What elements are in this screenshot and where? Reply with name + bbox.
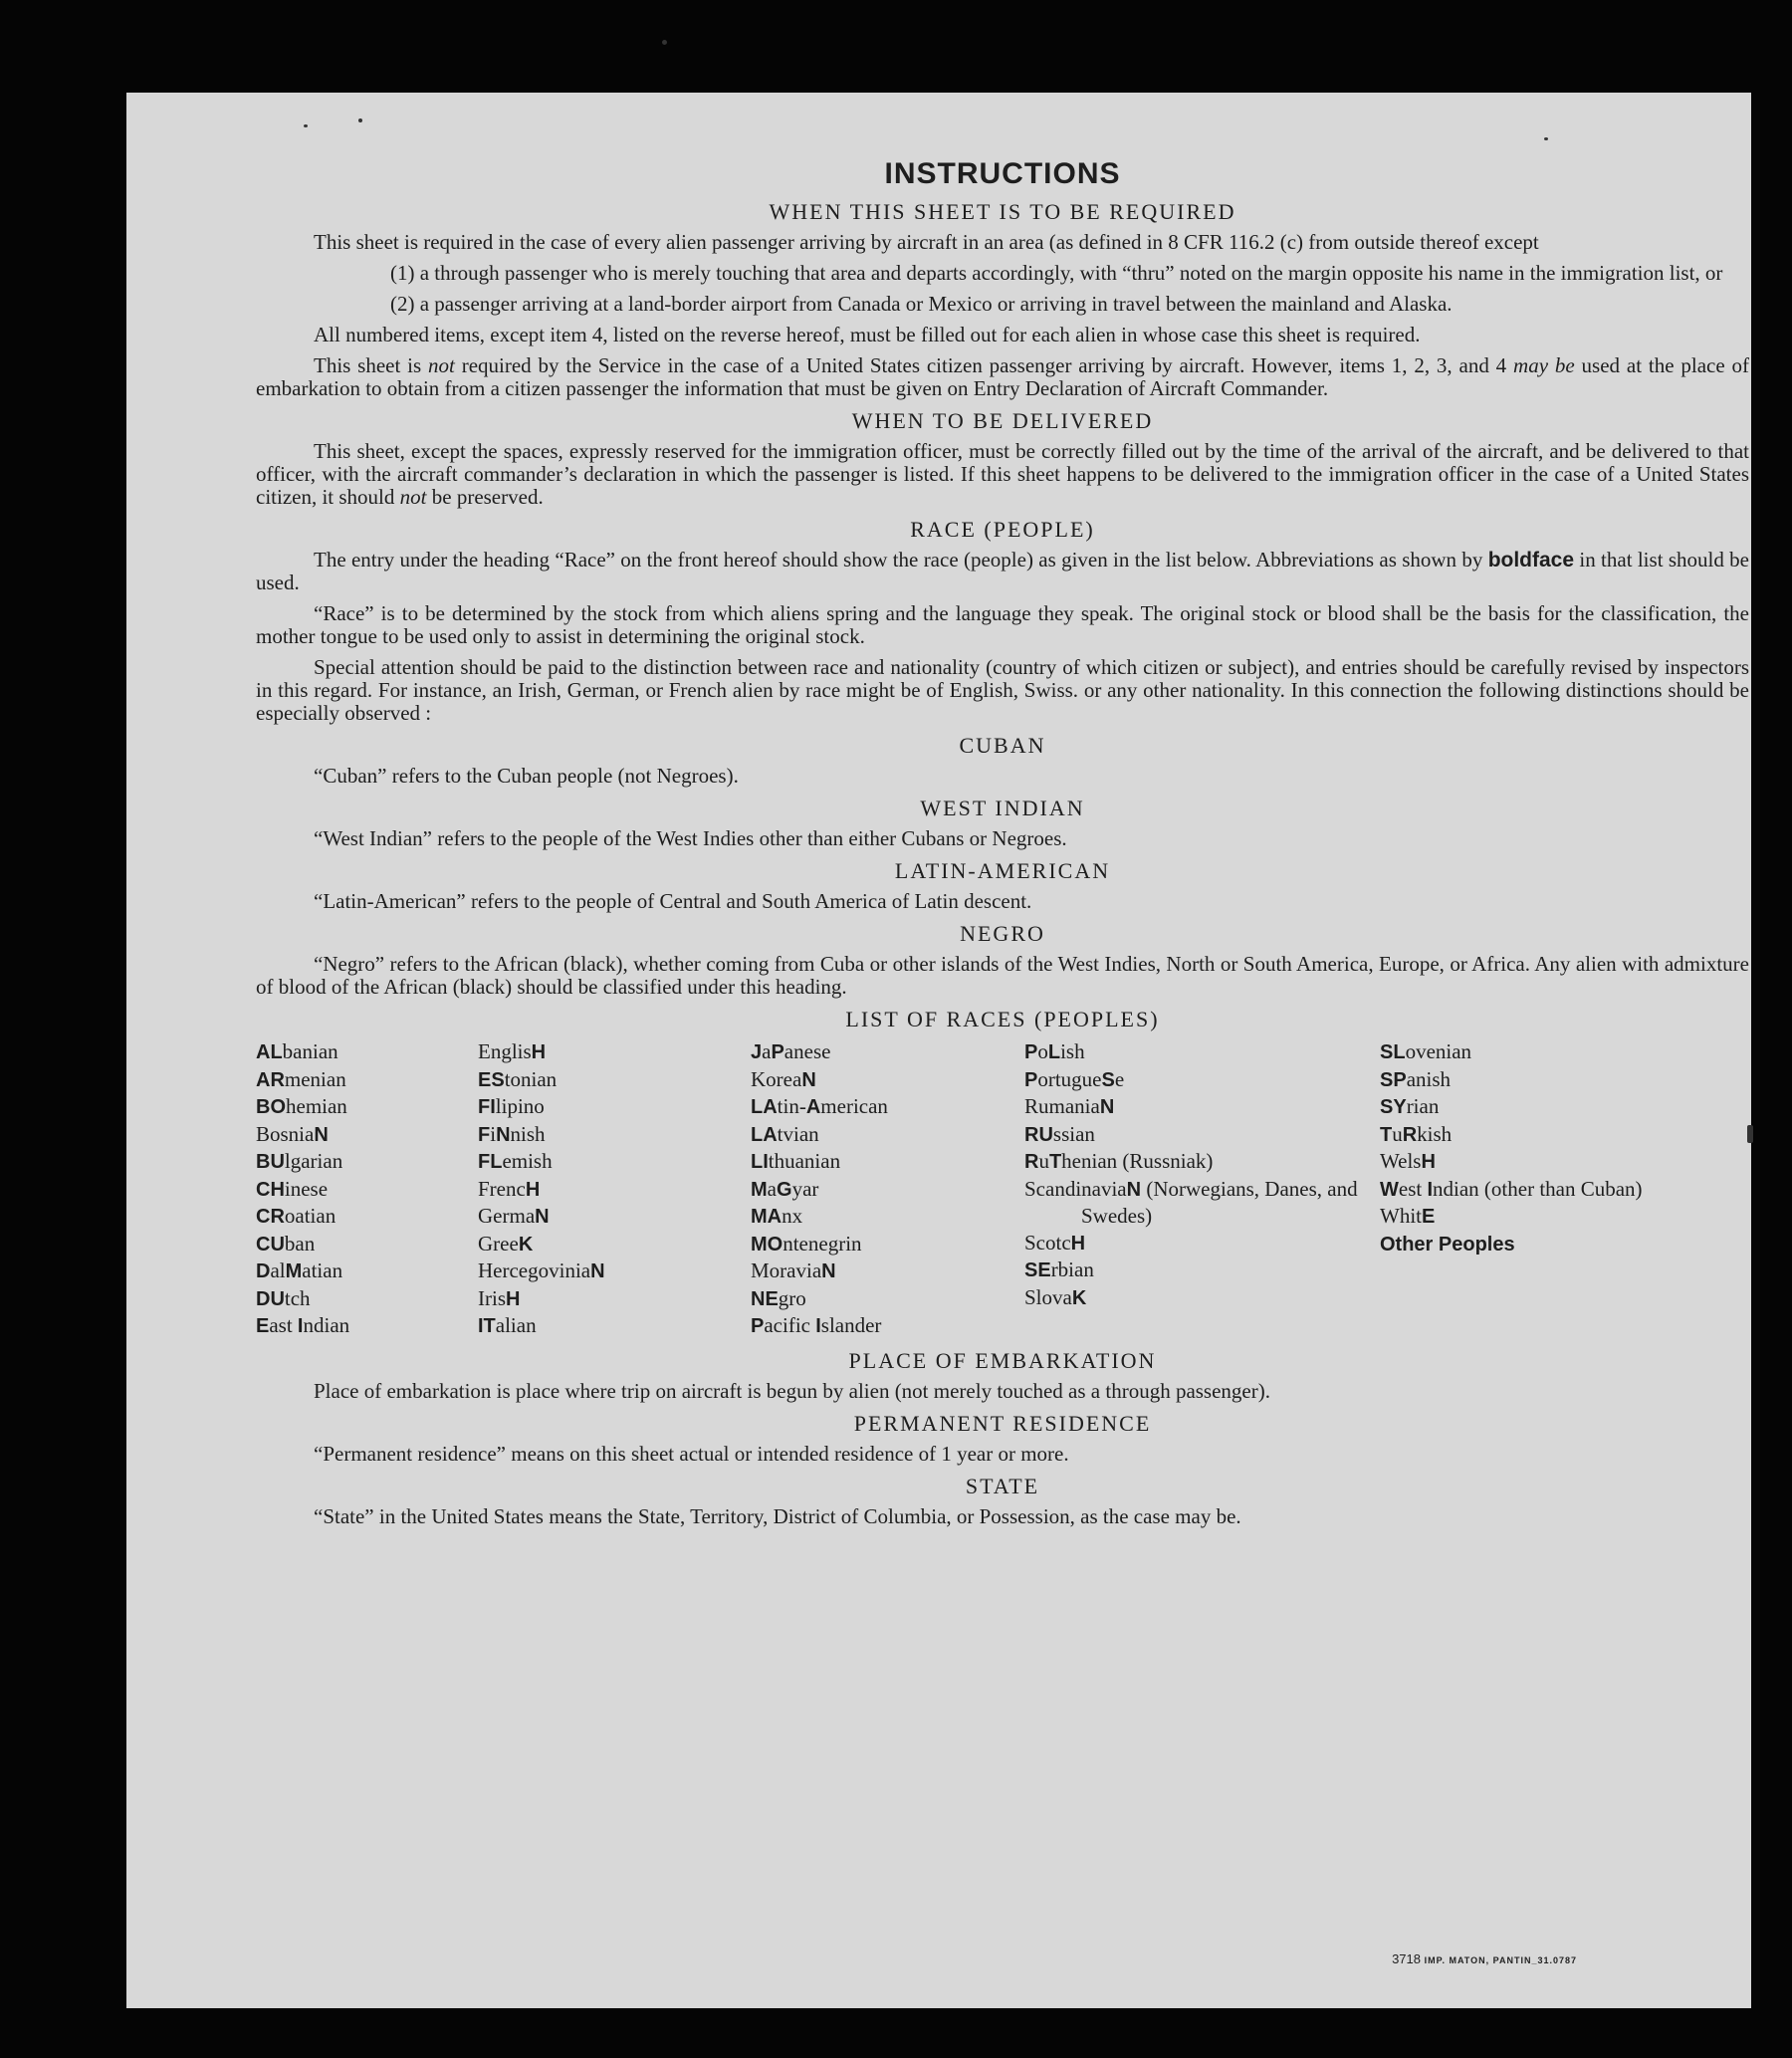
scan-speck [358,118,362,122]
races-column [1380,1038,1749,1340]
race-abbreviation: MA [751,1206,783,1228]
race-entry [1024,1148,1380,1176]
race-abbreviation: CH [256,1178,285,1201]
race-abbreviation: N [801,1068,816,1091]
citizen-text-not: not [428,353,455,377]
races-column [751,1038,1024,1340]
scan-speck [304,124,308,127]
race-text: ndian (other than Cuban) [1433,1176,1643,1201]
race-abbreviation: M [285,1260,303,1282]
negro-text: “Negro” refers to the African (black), whether coming from Cuba or other islands of the West Indies, North or South America, Europe, or Africa. Any alien with admixture of blood of the African (black) should be classified under this heading. [256,952,1749,999]
race-abbreviation: J [751,1041,763,1063]
race-text: gro [778,1285,806,1310]
heading-west-indian: WEST INDIAN [920,796,1085,820]
race-abbreviation: Other Peoples [1380,1233,1515,1256]
race-text: lgarian [284,1149,343,1173]
race-text: henian (Russniak) [1061,1149,1214,1173]
race-entry [1380,1038,1749,1066]
race-abbreviation: AR [256,1068,285,1091]
delivered-paragraph [256,440,1749,509]
race-abbreviation: H [1421,1151,1436,1173]
race-entry [478,1038,751,1066]
form-number: 3718 [1392,1951,1421,1966]
race-abbreviation: K [1071,1286,1087,1309]
race-abbreviation: SL [1380,1041,1406,1063]
race-abbreviation: BO [256,1096,286,1118]
state-text: “State” in the United States means the State, Territory, District of Columbia, or Possession, as the case may be. [314,1503,1241,1528]
race-entry [478,1258,751,1285]
race-entry [751,1203,1024,1231]
race-entry [478,1231,751,1258]
race-text: lipino [495,1094,545,1118]
printer-imprint: IMP. MATON, PANTIN_31.0787 [1424,1955,1577,1965]
scan-speck [662,40,667,45]
race-abbreviation: SE [1024,1259,1051,1281]
race-entry [256,1312,478,1340]
citizen-text-b: required by the Service in the case of a United States citizen passenger arriving by aircraft. However, items 1, 2, 3, and 4 [454,353,1514,377]
race-entry [751,1093,1024,1121]
race-entry [1024,1093,1380,1121]
race-abbreviation: CU [256,1233,285,1256]
place-of-embarkation-text: Place of embarkation is place where trip on aircraft is begun by alien (not merely touched as a through passenger). [314,1378,1270,1403]
cuban-text: “Cuban” refers to the Cuban people (not Negroes). [314,764,739,788]
race-text: slander [820,1313,882,1337]
race-entry [1380,1066,1749,1094]
race-abbreviation: RU [1024,1123,1053,1146]
race-entry [256,1258,478,1285]
races-list [256,1038,1749,1340]
race-text: thuanian [768,1149,841,1173]
race-entry [751,1258,1024,1285]
race-abbreviation: I [297,1315,304,1337]
race-paragraph-1 [256,549,1749,594]
race-text: Germa [478,1204,536,1228]
west-indian-text: “West Indian” refers to the people of the West Indies other than either Cubans or Negroes. [314,826,1067,850]
document-content [256,157,1749,1536]
race-paragraph-2: “Race” is to be determined by the stock from which aliens spring and the language they speak. The original stock or blood shall be the basis for the classification, the mother tongue to be used only to assist in determining the original stock. [256,601,1749,648]
race-text: tonian [504,1066,558,1091]
race-entry [256,1148,478,1176]
race-text: tch [284,1285,311,1310]
race-abbreviation: IT [478,1315,496,1337]
race-abbreviation: S [1101,1068,1115,1091]
race-abbreviation: H [525,1178,541,1201]
race-text: a [762,1039,772,1063]
race-text: o [1037,1039,1048,1063]
race-text: Hercegovinia [478,1258,591,1282]
race-text: ban [284,1231,316,1256]
race-abbreviation: LA [751,1096,778,1118]
race-entry [1024,1284,1380,1312]
race-abbreviation: H [506,1287,521,1310]
heading-race: RACE (PEOPLE) [910,517,1095,542]
race-entry [1024,1176,1380,1230]
race-text: atian [302,1258,343,1282]
race-abbreviation: I [1427,1178,1434,1201]
race-text: ovenian [1405,1039,1472,1063]
race-entry [751,1285,1024,1313]
race-text: merican [820,1094,888,1118]
printer-footer [1392,1951,1577,1966]
race-text: Scandinavia [1024,1176,1127,1201]
heading-permanent-residence: PERMANENT RESIDENCE [853,1410,1152,1436]
heading-when-required: WHEN THIS SHEET IS TO BE REQUIRED [769,199,1236,224]
delivered-text-b: be preserved. [426,485,544,509]
race-text: Rumania [1024,1094,1100,1118]
race-text: inese [284,1176,329,1201]
race-abbreviation: W [1380,1178,1399,1201]
race-entry [1380,1093,1749,1121]
race-abbreviation: E [256,1315,270,1337]
race-abbreviation: I [815,1315,821,1337]
race-abbreviation: K [518,1233,534,1256]
race-text: rbian [1050,1258,1094,1281]
race-text: acific [764,1313,816,1337]
race-abbreviation: H [1070,1232,1086,1255]
race-entry [751,1231,1024,1258]
delivered-text-not: not [399,485,427,509]
race-text: kish [1417,1121,1453,1146]
race-entry [1024,1257,1380,1284]
heading-list-of-races: LIST OF RACES (PEOPLES) [845,1007,1160,1031]
race-entry [751,1176,1024,1204]
delivered-text-a: This sheet, except the spaces, expressly reserved for the immigration officer, must be correctly filled out by the time of the arrival of the aircraft, and be delivered to that officer, with the aircraft commander’s declaration in which the passenger is listed. If this sheet happens to be delivered to the immigration officer in the case of a United States citizen, it should [256,439,1749,509]
citizen-paragraph [256,354,1749,400]
race-abbreviation: N [590,1260,605,1282]
race-entry [256,1176,478,1204]
heading-state: STATE [965,1473,1040,1498]
race-text: tvian [777,1121,819,1146]
permanent-residence-text: “Permanent residence” means on this sheet actual or intended residence of 1 year or more. [314,1441,1069,1466]
race-entry [751,1312,1024,1340]
race-entry [1024,1066,1380,1094]
race-entry [1380,1148,1749,1176]
race-abbreviation: CR [256,1206,285,1228]
race-abbreviation: P [1024,1068,1038,1091]
race-text-boldface: boldface [1487,549,1575,572]
race-entry [478,1285,751,1313]
race-abbreviation: ES [478,1068,505,1091]
race-entry [478,1176,751,1204]
race-text: Gree [478,1231,519,1256]
races-column [478,1038,751,1340]
race-entry [751,1121,1024,1149]
race-text-b: in that list should be used. [256,548,1750,594]
race-text: ndian [303,1313,350,1337]
race-text: nish [510,1121,546,1146]
scan-speck [1544,137,1548,140]
latin-american-text: “Latin-American” refers to the people of Central and South America of Latin descent. [314,889,1032,913]
race-text: ast [269,1313,298,1337]
race-text: Slova [1024,1284,1072,1309]
race-text: oatian [284,1204,336,1228]
exception-item-2: (2) a passenger arriving at a land-border airport from Canada or Mexico or arriving in travel between the mainland and Alaska. [390,292,1453,316]
race-text: Scotc [1024,1230,1071,1255]
citizen-text-may-be: may be [1513,353,1575,377]
race-text: a [767,1176,777,1201]
race-abbreviation: MO [751,1233,784,1256]
heading-negro: NEGRO [960,921,1045,946]
heading-place-of-embarkation: PLACE OF EMBARKATION [848,1347,1157,1373]
when-required-paragraph: This sheet is required in the case of every alien passenger arriving by aircraft in an area (as defined in 8 CFR 116.2 (c) from outside thereof except [314,230,1539,254]
race-abbreviation: NE [751,1287,779,1310]
race-entry [256,1231,478,1258]
race-entry [478,1093,751,1121]
race-abbreviation: BU [256,1151,285,1173]
race-text: anese [784,1039,831,1063]
race-entry [1380,1176,1749,1204]
race-entry [751,1038,1024,1066]
races-column [256,1038,478,1340]
race-text: i [490,1121,497,1146]
race-abbreviation: G [777,1178,792,1201]
race-abbreviation: P [771,1041,784,1063]
race-text: Moravia [751,1258,822,1282]
race-text: nx [782,1204,803,1228]
race-text: Wels [1380,1149,1422,1173]
race-abbreviation: T [1048,1151,1062,1173]
heading-when-delivered: WHEN TO BE DELIVERED [851,408,1154,433]
race-abbreviation: LI [751,1151,769,1173]
race-text: menian [284,1066,346,1091]
race-entry [256,1121,478,1149]
race-abbreviation: FI [478,1096,496,1118]
numbered-items-paragraph: All numbered items, except item 4, listed on the reverse hereof, must be filled out for each alien in whose case this sheet is required. [314,323,1421,346]
race-entry [478,1066,751,1094]
race-abbreviation: FL [478,1151,503,1173]
race-abbreviation: LA [751,1123,778,1146]
page-title: INSTRUCTIONS [884,157,1121,190]
race-text: est [1398,1176,1428,1201]
race-text: ntenegrin [783,1231,862,1256]
race-text: Bosnia [256,1121,315,1146]
race-text: u [1038,1149,1049,1173]
race-entry [478,1121,751,1149]
race-text: emish [502,1149,553,1173]
race-abbreviation: AL [256,1041,283,1063]
race-abbreviation: L [1047,1041,1061,1063]
race-text: Whit [1380,1204,1422,1228]
heading-cuban: CUBAN [959,733,1046,758]
race-abbreviation: N [496,1123,511,1146]
race-abbreviation: SP [1380,1068,1407,1091]
race-abbreviation: D [256,1260,271,1282]
race-abbreviation: H [531,1041,547,1063]
race-abbreviation: N [535,1206,550,1228]
race-entry [751,1148,1024,1176]
race-entry [1380,1231,1749,1258]
heading-latin-american: LATIN-AMERICAN [894,858,1111,883]
race-text: al [270,1258,286,1282]
race-abbreviation: P [751,1315,765,1337]
race-text: e [1114,1066,1125,1091]
race-abbreviation: N [314,1123,329,1146]
race-abbreviation: R [1024,1151,1039,1173]
race-entry [256,1093,478,1121]
race-entry [256,1285,478,1313]
race-entry [256,1038,478,1066]
document-sheet [126,93,1751,2008]
race-text: banian [282,1039,338,1063]
race-abbreviation: SY [1380,1096,1407,1118]
race-entry [478,1312,751,1340]
race-entry [478,1203,751,1231]
race-text: anish [1406,1066,1452,1091]
races-column [1024,1038,1380,1340]
race-text: ortugue [1037,1066,1102,1091]
race-abbreviation: E [1422,1206,1436,1228]
citizen-text-c: used at the place of embarkation to obtain from a citizen passenger the information that must be given on Entry Declaration of Aircraft Commander. [256,353,1750,400]
race-entry [1024,1121,1380,1149]
citizen-text-a: This sheet is [314,353,429,377]
race-text: Englis [478,1039,532,1063]
race-text: rian [1406,1094,1440,1118]
race-entry [1380,1203,1749,1231]
race-text: hemian [286,1094,347,1118]
race-text: u [1392,1121,1403,1146]
race-entry [751,1066,1024,1094]
race-text: Iris [478,1285,506,1310]
race-text: yar [791,1176,819,1201]
race-text-a: The entry under the heading “Race” on the front hereof should show the race (people) as given in the list below. Abbreviations as shown by [314,548,1488,572]
race-abbreviation: R [1402,1123,1418,1146]
race-abbreviation: N [1099,1096,1115,1118]
race-text: Frenc [478,1176,526,1201]
race-abbreviation: N [821,1260,836,1282]
race-text: tin- [777,1094,806,1118]
race-text: ish [1060,1039,1085,1063]
race-abbreviation: T [1380,1123,1393,1146]
race-abbreviation: M [751,1178,768,1201]
race-abbreviation: A [805,1096,821,1118]
race-text: Korea [751,1066,802,1091]
race-text: alian [495,1313,537,1337]
exception-item-1: (1) a through passenger who is merely touching that area and departs accordingly, with “thru” noted on the margin opposite his name in the immigration list, or [390,261,1723,285]
race-abbreviation: P [1024,1041,1038,1063]
scan-speck [1747,1125,1753,1143]
race-abbreviation: DU [256,1287,285,1310]
race-abbreviation: F [478,1123,491,1146]
race-entry [478,1148,751,1176]
race-text: (Norwegians, Danes, and Swedes) [1081,1176,1358,1228]
race-abbreviation: N [1126,1178,1142,1201]
race-entry [1024,1038,1380,1066]
race-entry [256,1203,478,1231]
race-entry [1380,1121,1749,1149]
race-entry [256,1066,478,1094]
race-text: ssian [1052,1121,1095,1146]
race-paragraph-3: Special attention should be paid to the distinction between race and nationality (country of which citizen or subject), and entries should be carefully revised by inspectors in this regard. For instance, an Irish, German, or French alien by race might be of English, Swiss. or any other nationality. In this connection the following distinctions should be especially observed : [256,655,1749,725]
race-entry [1024,1230,1380,1258]
